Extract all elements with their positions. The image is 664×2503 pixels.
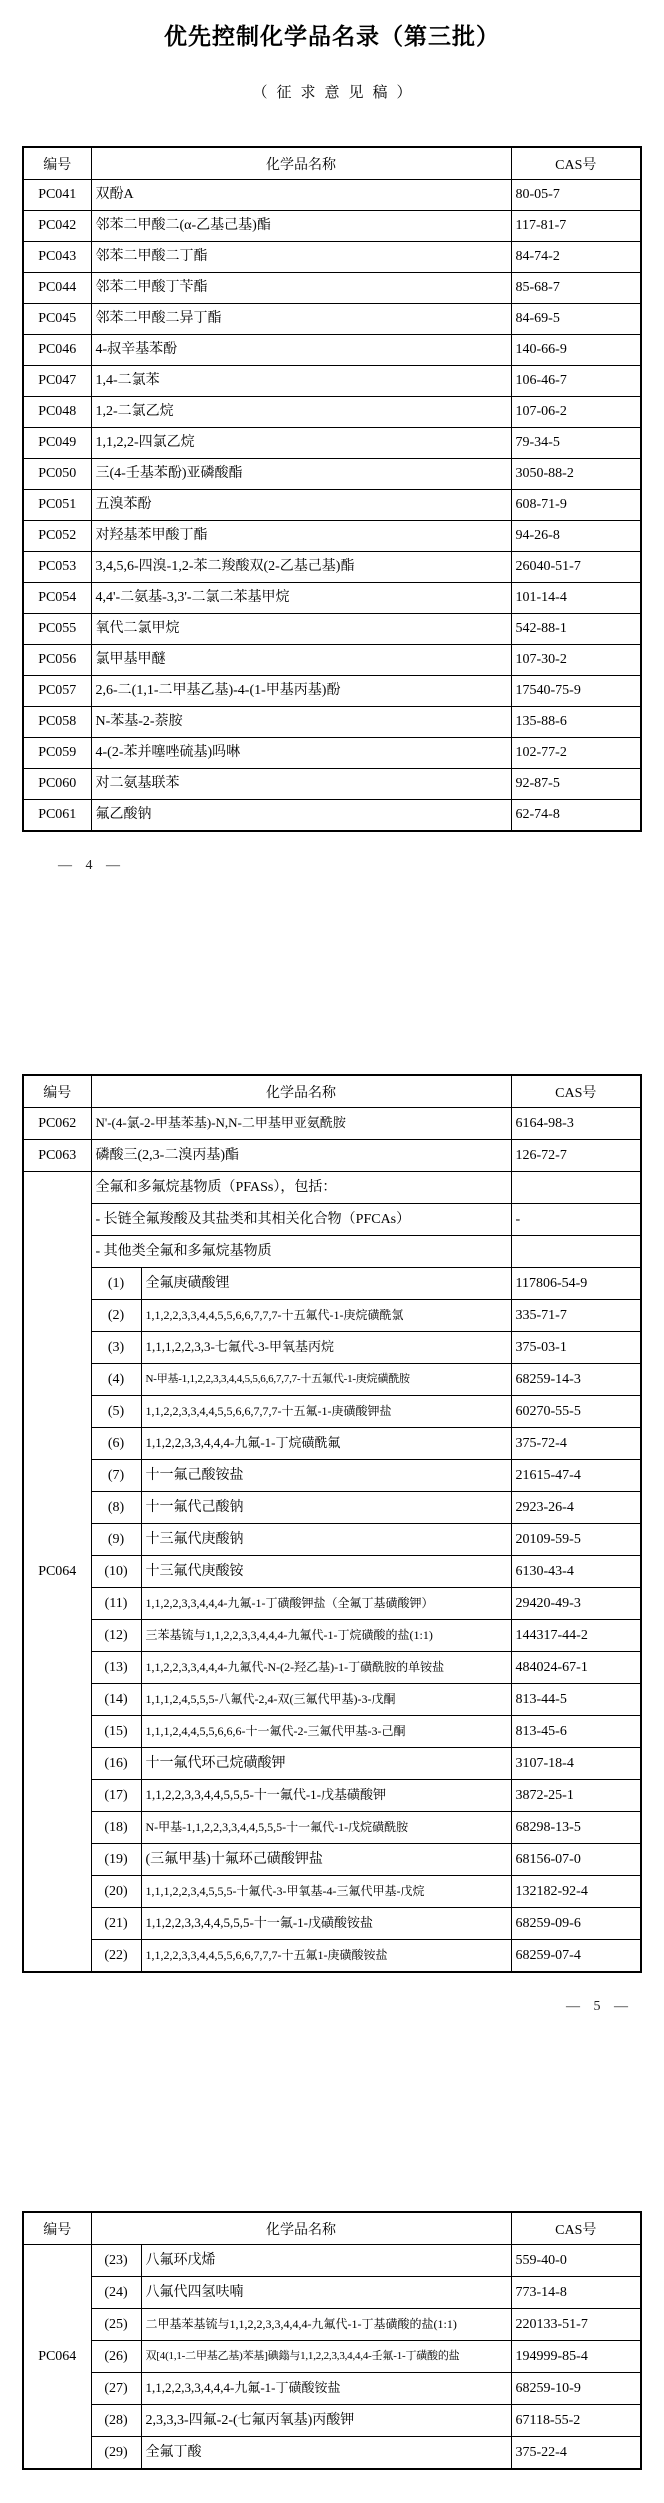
table-row xyxy=(23,2405,641,2437)
table-row xyxy=(23,2245,641,2277)
table-row xyxy=(23,2373,641,2405)
row-chemical-name: 1,4-二氯苯 xyxy=(91,366,511,397)
row-cas: 80-05-7 xyxy=(511,180,641,211)
row-subnumber: (3) xyxy=(91,1332,141,1364)
row-cas: 135-88-6 xyxy=(511,707,641,738)
table-row xyxy=(23,1428,641,1460)
row-subnumber: (11) xyxy=(91,1588,141,1620)
row-chemical-name: 3,4,5,6-四溴-1,2-苯二羧酸双(2-乙基己基)酯 xyxy=(91,552,511,583)
table-row xyxy=(23,583,641,614)
table2-body xyxy=(23,1108,641,1973)
row-cas: 132182-92-4 xyxy=(511,1876,641,1908)
row-cas: 3050-88-2 xyxy=(511,459,641,490)
row-subnumber: (6) xyxy=(91,1428,141,1460)
table-row xyxy=(23,1524,641,1556)
row-subnumber: (26) xyxy=(91,2341,141,2373)
col-header-id: 编号 xyxy=(23,147,91,180)
row-subnumber: (2) xyxy=(91,1300,141,1332)
row-subnumber: (12) xyxy=(91,1620,141,1652)
table-row xyxy=(23,2437,641,2470)
row-id: PC058 xyxy=(23,707,91,738)
row-cas: 62-74-8 xyxy=(511,800,641,832)
row-cas: 559-40-0 xyxy=(511,2245,641,2277)
row-cas: 85-68-7 xyxy=(511,273,641,304)
row-chemical-name: 双酚A xyxy=(91,180,511,211)
row-subnumber: (29) xyxy=(91,2437,141,2470)
table-row xyxy=(23,521,641,552)
row-id: PC051 xyxy=(23,490,91,521)
row-subnumber: (20) xyxy=(91,1876,141,1908)
row-chemical-name: 1,2-二氯乙烷 xyxy=(91,397,511,428)
table-row xyxy=(23,1492,641,1524)
row-chemical-name: 十三氟代庚酸钠 xyxy=(141,1524,511,1556)
row-cas: 107-06-2 xyxy=(511,397,641,428)
row-chemical-name: 4-(2-苯并噻唑硫基)吗啉 xyxy=(91,738,511,769)
row-cas: 67118-55-2 xyxy=(511,2405,641,2437)
row-chemical-name: 1,1,2,2,3,3,4,4,5,5,5-十一氟-1-戊磺酸铵盐 xyxy=(141,1908,511,1940)
row-cas: 68259-10-9 xyxy=(511,2373,641,2405)
row-id-merged: PC064 xyxy=(23,1172,91,1973)
row-id: PC053 xyxy=(23,552,91,583)
row-subnumber: (9) xyxy=(91,1524,141,1556)
row-cas: - xyxy=(511,1204,641,1236)
row-cas: 117806-54-9 xyxy=(511,1268,641,1300)
table-row xyxy=(23,800,641,832)
row-id: PC046 xyxy=(23,335,91,366)
row-chemical-name: N'-(4-氯-2-甲基苯基)-N,N-二甲基甲亚氨酰胺 xyxy=(91,1108,511,1140)
page-number-4: — 4 — xyxy=(58,858,120,873)
row-cas: 813-45-6 xyxy=(511,1716,641,1748)
row-chemical-name: 十一氟代环己烷磺酸钾 xyxy=(141,1748,511,1780)
table-row xyxy=(23,1396,641,1428)
row-cas: 140-66-9 xyxy=(511,335,641,366)
row-id: PC057 xyxy=(23,676,91,707)
row-id: PC048 xyxy=(23,397,91,428)
table-row xyxy=(23,1108,641,1140)
row-cas: 20109-59-5 xyxy=(511,1524,641,1556)
table3-body xyxy=(23,2245,641,2470)
table-row xyxy=(23,459,641,490)
row-chemical-name: 氟乙酸钠 xyxy=(91,800,511,832)
row-cas: 26040-51-7 xyxy=(511,552,641,583)
table-row xyxy=(23,769,641,800)
row-chemical-name: 1,1,2,2,3,3,4,4,4-九氟-1-丁磺酸钾盐（全氟丁基磺酸钾） xyxy=(141,1588,511,1620)
row-cas: 194999-85-4 xyxy=(511,2341,641,2373)
table-row xyxy=(23,614,641,645)
row-chemical-name: 4,4'-二氨基-3,3'-二氯二苯基甲烷 xyxy=(91,583,511,614)
row-id: PC055 xyxy=(23,614,91,645)
row-id-merged: PC064 xyxy=(23,2245,91,2470)
row-chemical-name: 对二氨基联苯 xyxy=(91,769,511,800)
row-cas: 68259-07-4 xyxy=(511,1940,641,1973)
row-cas: 21615-47-4 xyxy=(511,1460,641,1492)
row-chemical-name: N-甲基-1,1,2,2,3,3,4,4,5,5,5-十一氟代-1-戊烷磺酰胺 xyxy=(141,1812,511,1844)
row-subnumber: (15) xyxy=(91,1716,141,1748)
table-row xyxy=(23,490,641,521)
table-row xyxy=(23,1268,641,1300)
table-row xyxy=(23,428,641,459)
table-row xyxy=(23,1748,641,1780)
table-row xyxy=(23,1332,641,1364)
row-cas: 335-71-7 xyxy=(511,1300,641,1332)
row-cas: 813-44-5 xyxy=(511,1684,641,1716)
row-chemical-name: 邻苯二甲酸丁苄酯 xyxy=(91,273,511,304)
row-id: PC047 xyxy=(23,366,91,397)
row-cas xyxy=(511,1172,641,1204)
row-chemical-name: 十一氟代己酸钠 xyxy=(141,1492,511,1524)
col-header-name: 化学品名称 xyxy=(91,1075,511,1108)
table-row xyxy=(23,1556,641,1588)
row-id: PC045 xyxy=(23,304,91,335)
row-id: PC042 xyxy=(23,211,91,242)
table-row xyxy=(23,335,641,366)
row-cas: 144317-44-2 xyxy=(511,1620,641,1652)
row-chemical-name: N-苯基-2-萘胺 xyxy=(91,707,511,738)
row-chemical-name: 邻苯二甲酸二异丁酯 xyxy=(91,304,511,335)
table-header-row xyxy=(23,147,641,180)
row-chemical-name: 1,1,1,2,2,3,3-七氟代-3-甲氧基丙烷 xyxy=(141,1332,511,1364)
row-subnumber: (17) xyxy=(91,1780,141,1812)
table-row xyxy=(23,366,641,397)
row-id: PC050 xyxy=(23,459,91,490)
col-header-id: 编号 xyxy=(23,1075,91,1108)
row-subnumber: (1) xyxy=(91,1268,141,1300)
row-id: PC041 xyxy=(23,180,91,211)
table-row xyxy=(23,2309,641,2341)
col-header-cas: CAS号 xyxy=(511,2212,641,2245)
table-row xyxy=(23,552,641,583)
row-chemical-name: 五溴苯酚 xyxy=(91,490,511,521)
row-subnumber: (13) xyxy=(91,1652,141,1684)
row-id: PC059 xyxy=(23,738,91,769)
row-cas: 126-72-7 xyxy=(511,1140,641,1172)
row-chemical-name: 1,1,2,2,3,3,4,4,4-九氟-1-丁烷磺酰氟 xyxy=(141,1428,511,1460)
row-subnumber: (22) xyxy=(91,1940,141,1973)
row-cas: 375-03-1 xyxy=(511,1332,641,1364)
table-row xyxy=(23,738,641,769)
col-header-name: 化学品名称 xyxy=(91,2212,511,2245)
row-chemical-name: 1,1,1,2,4,5,5,5-八氟代-2,4-双(三氟代甲基)-3-戊酮 xyxy=(141,1684,511,1716)
document xyxy=(0,18,664,2474)
row-chemical-name: 1,1,1,2,4,4,5,5,6,6,6-十一氟代-2-三氟代甲基-3-己酮 xyxy=(141,1716,511,1748)
table-row xyxy=(23,1812,641,1844)
row-id: PC049 xyxy=(23,428,91,459)
row-cas: 84-69-5 xyxy=(511,304,641,335)
document-page xyxy=(0,18,664,2474)
row-cas: 220133-51-7 xyxy=(511,2309,641,2341)
col-header-name: 化学品名称 xyxy=(91,147,511,180)
table-row xyxy=(23,676,641,707)
row-id: PC061 xyxy=(23,800,91,832)
row-chemical-name: 1,1,1,2,2,3,4,5,5,5-十氟代-3-甲氧基-4-三氟代甲基-戊烷 xyxy=(141,1876,511,1908)
row-cas: 2923-26-4 xyxy=(511,1492,641,1524)
table-row xyxy=(23,1716,641,1748)
row-chemical-name: 1,1,2,2,3,3,4,4,5,5,5-十一氟代-1-戊基磺酸钾 xyxy=(141,1780,511,1812)
row-cas: 608-71-9 xyxy=(511,490,641,521)
row-subnumber: (5) xyxy=(91,1396,141,1428)
row-chemical-name: 2,6-二(1,1-二甲基乙基)-4-(1-甲基丙基)酚 xyxy=(91,676,511,707)
table-row xyxy=(23,1844,641,1876)
row-id: PC063 xyxy=(23,1140,91,1172)
row-cas: 68156-07-0 xyxy=(511,1844,641,1876)
table-row xyxy=(23,304,641,335)
table-row xyxy=(23,180,641,211)
row-chemical-name: 邻苯二甲酸二(α-乙基己基)酯 xyxy=(91,211,511,242)
row-subnumber: (18) xyxy=(91,1812,141,1844)
table-row xyxy=(23,2277,641,2309)
table-row xyxy=(23,1876,641,1908)
row-cas: 3872-25-1 xyxy=(511,1780,641,1812)
col-header-cas: CAS号 xyxy=(511,147,641,180)
row-id: PC060 xyxy=(23,769,91,800)
row-cas xyxy=(511,1236,641,1268)
table-row xyxy=(23,1460,641,1492)
row-id: PC044 xyxy=(23,273,91,304)
row-subnumber: (28) xyxy=(91,2405,141,2437)
row-chemical-name: 1,1,2,2,3,3,4,4,5,5,6,6,7,7,7-十五氟代-1-庚烷磺酰氯 xyxy=(141,1300,511,1332)
row-chemical-name: - 长链全氟羧酸及其盐类和其相关化合物（PFCAs） xyxy=(91,1204,511,1236)
row-cas: 107-30-2 xyxy=(511,645,641,676)
row-cas: 29420-49-3 xyxy=(511,1588,641,1620)
row-chemical-name: 1,1,2,2,3,3,4,4,4-九氟代-N-(2-羟乙基)-1-丁磺酰胺的单铵盐 xyxy=(141,1652,511,1684)
row-id: PC062 xyxy=(23,1108,91,1140)
row-subnumber: (25) xyxy=(91,2309,141,2341)
row-chemical-name: 十一氟己酸铵盐 xyxy=(141,1460,511,1492)
chemicals-table-page6 xyxy=(22,2211,642,2470)
col-header-id: 编号 xyxy=(23,2212,91,2245)
table-header-row xyxy=(23,1075,641,1108)
page-number-5: — 5 — xyxy=(566,1999,628,2014)
row-chemical-name: 八氟环戊烯 xyxy=(141,2245,511,2277)
row-subnumber: (19) xyxy=(91,1844,141,1876)
row-chemical-name: 十三氟代庚酸铵 xyxy=(141,1556,511,1588)
row-chemical-name: 1,1,2,2,3,3,4,4,5,5,6,6,7,7,7-十五氟-1-庚磺酸钾盐 xyxy=(141,1396,511,1428)
row-chemical-name: N-甲基-1,1,2,2,3,3,4,4,5,5,6,6,7,7,7-十五氟代-1-庚烷磺酰胺 xyxy=(141,1364,511,1396)
row-chemical-name: (三氟甲基)十氟环己磺酸钾盐 xyxy=(141,1844,511,1876)
row-cas: 6130-43-4 xyxy=(511,1556,641,1588)
row-subnumber: (4) xyxy=(91,1364,141,1396)
row-chemical-name: 全氟丁酸 xyxy=(141,2437,511,2470)
row-cas: 375-22-4 xyxy=(511,2437,641,2470)
row-id: PC056 xyxy=(23,645,91,676)
table-row xyxy=(23,242,641,273)
page-title: 优先控制化学品名录（第三批） xyxy=(164,23,500,49)
table-row xyxy=(23,2341,641,2373)
row-chemical-name: 对羟基苯甲酸丁酯 xyxy=(91,521,511,552)
row-id: PC052 xyxy=(23,521,91,552)
row-cas: 94-26-8 xyxy=(511,521,641,552)
row-chemical-name: 双[4(1,1-二甲基乙基)苯基]碘鎓与1,1,2,2,3,3,4,4,4-壬氟-1-丁磺酸的盐 xyxy=(141,2341,511,2373)
table-row xyxy=(23,211,641,242)
row-chemical-name: 邻苯二甲酸二丁酯 xyxy=(91,242,511,273)
table-row xyxy=(23,1588,641,1620)
row-chemical-name: 1,1,2,2-四氯乙烷 xyxy=(91,428,511,459)
row-chemical-name: 三(4-壬基苯酚)亚磷酸酯 xyxy=(91,459,511,490)
row-cas: 773-14-8 xyxy=(511,2277,641,2309)
row-cas: 68259-14-3 xyxy=(511,1364,641,1396)
table-row xyxy=(23,1236,641,1268)
table-row xyxy=(23,1364,641,1396)
row-cas: 375-72-4 xyxy=(511,1428,641,1460)
row-chemical-name: 八氟代四氢呋喃 xyxy=(141,2277,511,2309)
table-row xyxy=(23,1620,641,1652)
row-chemical-name: 二甲基苯基锍与1,1,2,2,3,3,4,4,4-九氟代-1-丁基磺酸的盐(1:1) xyxy=(141,2309,511,2341)
table-row xyxy=(23,1140,641,1172)
row-chemical-name: 磷酸三(2,3-二溴丙基)酯 xyxy=(91,1140,511,1172)
row-cas: 6164-98-3 xyxy=(511,1108,641,1140)
row-cas: 542-88-1 xyxy=(511,614,641,645)
table-row xyxy=(23,1684,641,1716)
row-id: PC054 xyxy=(23,583,91,614)
row-cas: 3107-18-4 xyxy=(511,1748,641,1780)
row-chemical-name: 氧代二氯甲烷 xyxy=(91,614,511,645)
row-cas: 484024-67-1 xyxy=(511,1652,641,1684)
row-chemical-name: 氯甲基甲醚 xyxy=(91,645,511,676)
table-row xyxy=(23,397,641,428)
row-cas: 17540-75-9 xyxy=(511,676,641,707)
row-subnumber: (16) xyxy=(91,1748,141,1780)
table-row xyxy=(23,645,641,676)
row-chemical-name: 全氟庚磺酸锂 xyxy=(141,1268,511,1300)
table-row xyxy=(23,1172,641,1204)
col-header-cas: CAS号 xyxy=(511,1075,641,1108)
page-subtitle: （征求意见稿） xyxy=(252,85,421,101)
row-subnumber: (23) xyxy=(91,2245,141,2277)
table-row xyxy=(23,1204,641,1236)
row-cas: 84-74-2 xyxy=(511,242,641,273)
table-row xyxy=(23,1652,641,1684)
table-row xyxy=(23,273,641,304)
row-chemical-name: 2,3,3,3-四氟-2-(七氟丙氧基)丙酸钾 xyxy=(141,2405,511,2437)
row-chemical-name: - 其他类全氟和多氟烷基物质 xyxy=(91,1236,511,1268)
row-cas: 68259-09-6 xyxy=(511,1908,641,1940)
row-subnumber: (21) xyxy=(91,1908,141,1940)
table-row xyxy=(23,1300,641,1332)
row-chemical-name: 全氟和多氟烷基物质（PFASs），包括： xyxy=(91,1172,511,1204)
row-id: PC043 xyxy=(23,242,91,273)
table-row xyxy=(23,1908,641,1940)
row-chemical-name: 三苯基锍与1,1,2,2,3,3,4,4,4-九氟代-1-丁烷磺酸的盐(1:1) xyxy=(141,1620,511,1652)
table-row xyxy=(23,1780,641,1812)
table1-body xyxy=(23,180,641,832)
row-subnumber: (8) xyxy=(91,1492,141,1524)
row-chemical-name: 1,1,2,2,3,3,4,4,5,5,6,6,7,7,7-十五氟1-庚磺酸铵盐 xyxy=(141,1940,511,1973)
row-cas: 101-14-4 xyxy=(511,583,641,614)
table-row xyxy=(23,1940,641,1973)
row-subnumber: (14) xyxy=(91,1684,141,1716)
row-cas: 106-46-7 xyxy=(511,366,641,397)
row-subnumber: (24) xyxy=(91,2277,141,2309)
row-subnumber: (10) xyxy=(91,1556,141,1588)
row-cas: 102-77-2 xyxy=(511,738,641,769)
row-subnumber: (7) xyxy=(91,1460,141,1492)
chemicals-table-page4 xyxy=(22,146,642,832)
chemicals-table-page5 xyxy=(22,1074,642,1973)
row-cas: 60270-55-5 xyxy=(511,1396,641,1428)
row-subnumber: (27) xyxy=(91,2373,141,2405)
row-cas: 117-81-7 xyxy=(511,211,641,242)
row-chemical-name: 1,1,2,2,3,3,4,4,4-九氟-1-丁磺酸铵盐 xyxy=(141,2373,511,2405)
table-row xyxy=(23,707,641,738)
table-header-row xyxy=(23,2212,641,2245)
row-cas: 92-87-5 xyxy=(511,769,641,800)
row-cas: 68298-13-5 xyxy=(511,1812,641,1844)
row-chemical-name: 4-叔辛基苯酚 xyxy=(91,335,511,366)
row-cas: 79-34-5 xyxy=(511,428,641,459)
